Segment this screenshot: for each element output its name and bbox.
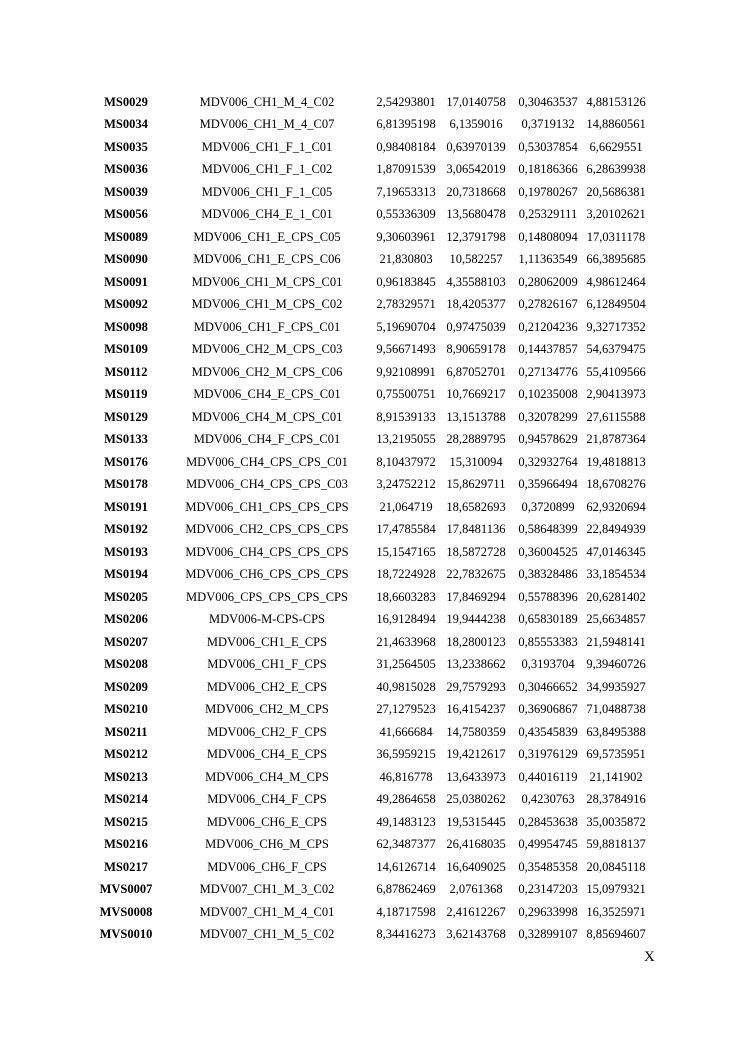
value-2-cell: 29,7579293 (446, 679, 506, 694)
value-3-cell: 0,27134776 (518, 364, 578, 379)
value-1-cell: 7,19653313 (376, 184, 436, 199)
value-2-cell: 4,35588103 (446, 274, 506, 289)
value-3-cell: 0,3193704 (521, 657, 575, 672)
sample-id-cell: MS0089 (104, 229, 148, 244)
value-4-cell: 21,5948141 (586, 634, 646, 649)
value-1-cell: 9,30603961 (376, 229, 436, 244)
value-4-cell: 47,0146345 (586, 544, 646, 559)
sample-id-cell: MS0056 (104, 207, 148, 222)
sample-id-cell: MS0216 (104, 837, 148, 852)
value-4-cell: 17,0311178 (586, 229, 646, 244)
value-3-cell: 0,58648399 (518, 522, 578, 537)
value-2-cell: 28,2889795 (446, 432, 506, 447)
value-1-cell: 17,4785584 (376, 522, 436, 537)
value-2-cell: 2,41612267 (446, 904, 506, 919)
table-row (90, 249, 648, 272)
table-row (90, 204, 648, 227)
sample-id-cell: MS0119 (104, 387, 148, 402)
value-2-cell: 8,90659178 (446, 342, 506, 357)
sample-id-cell: MS0092 (104, 297, 148, 312)
table-row (90, 316, 648, 339)
table-row (90, 136, 648, 159)
table-row (90, 879, 648, 902)
value-1-cell: 16,9128494 (376, 612, 436, 627)
value-4-cell: 8,85694607 (586, 927, 646, 942)
sample-name-cell: MDV006_CH1_M_CPS_C01 (191, 274, 343, 289)
sample-name-cell: MDV006_CH4_F_CPS (207, 792, 327, 807)
sample-id-cell: MS0214 (104, 792, 148, 807)
table-row (90, 361, 648, 384)
sample-id-cell: MVS0010 (99, 927, 153, 942)
value-1-cell: 41,666684 (379, 724, 433, 739)
table-row (90, 519, 648, 542)
sample-name-cell: MDV006_CH1_M_4_C02 (199, 94, 335, 109)
value-2-cell: 3,62143768 (446, 927, 506, 942)
value-4-cell: 9,39460726 (586, 657, 646, 672)
value-4-cell: 4,88153126 (586, 94, 646, 109)
value-3-cell: 0,65830189 (518, 612, 578, 627)
value-3-cell: 0,3720899 (521, 499, 575, 514)
value-2-cell: 25,0380262 (446, 792, 506, 807)
value-1-cell: 21,830803 (379, 252, 433, 267)
sample-name-cell: MDV006_CH1_F_1_C05 (201, 184, 333, 199)
sample-id-cell: MVS0007 (99, 882, 153, 897)
sample-name-cell: MDV006-M-CPS-CPS (208, 612, 325, 627)
sample-name-cell: MDV007_CH1_M_3_C02 (199, 882, 335, 897)
value-4-cell: 6,6629551 (589, 139, 643, 154)
sample-id-cell: MS0112 (104, 364, 148, 379)
value-2-cell: 6,1359016 (449, 117, 503, 132)
value-4-cell: 21,141902 (589, 769, 643, 784)
value-1-cell: 15,1547165 (376, 544, 436, 559)
value-1-cell: 49,1483123 (376, 814, 436, 829)
value-1-cell: 21,064719 (379, 499, 433, 514)
table-row (90, 609, 648, 632)
sample-name-cell: MDV006_CH1_E_CPS_C06 (193, 252, 341, 267)
value-1-cell: 0,96183845 (376, 274, 436, 289)
table-row (90, 901, 648, 924)
value-3-cell: 0,29633998 (518, 904, 578, 919)
value-3-cell: 0,28453638 (518, 814, 578, 829)
value-3-cell: 0,94578629 (518, 432, 578, 447)
value-1-cell: 14,6126714 (376, 859, 436, 874)
sample-id-cell: MS0191 (104, 499, 148, 514)
value-2-cell: 18,2800123 (446, 634, 506, 649)
sample-name-cell: MDV006_CH2_M_CPS_C06 (191, 364, 343, 379)
value-1-cell: 5,19690704 (376, 319, 436, 334)
table-row (90, 91, 648, 114)
table-row (90, 496, 648, 519)
value-2-cell: 19,9444238 (446, 612, 506, 627)
value-2-cell: 3,06542019 (446, 162, 506, 177)
value-1-cell: 18,7224928 (376, 567, 436, 582)
value-1-cell: 40,9815028 (376, 679, 436, 694)
sample-name-cell: MDV006_CH2_M_CPS (205, 702, 329, 717)
value-4-cell: 20,0845118 (586, 859, 646, 874)
sample-id-cell: MS0036 (104, 162, 148, 177)
value-3-cell: 0,31976129 (518, 747, 578, 762)
value-3-cell: 0,49954745 (518, 837, 578, 852)
value-2-cell: 6,87052701 (446, 364, 506, 379)
sample-id-cell: MS0035 (104, 139, 148, 154)
value-3-cell: 0,30466652 (518, 679, 578, 694)
value-4-cell: 27,6115588 (586, 409, 646, 424)
table-row (90, 294, 648, 317)
sample-name-cell: MDV006_CPS_CPS_CPS_CPS (186, 589, 348, 604)
table-row (90, 226, 648, 249)
value-1-cell: 36,5959215 (376, 747, 436, 762)
value-4-cell: 62,9320694 (586, 499, 646, 514)
sample-name-cell: MDV006_CH2_M_CPS_C03 (191, 342, 343, 357)
sample-name-cell: MDV006_CH1_F_1_C01 (201, 139, 333, 154)
sample-name-cell: MDV007_CH1_M_4_C01 (199, 904, 335, 919)
value-4-cell: 33,1854534 (586, 567, 646, 582)
value-2-cell: 17,8481136 (446, 522, 506, 537)
value-2-cell: 16,4154237 (446, 702, 506, 717)
sample-name-cell: MDV006_CH1_F_1_C02 (201, 162, 333, 177)
table-row (90, 541, 648, 564)
sample-name-cell: MDV006_CH4_E_1_C01 (201, 207, 333, 222)
value-2-cell: 26,4168035 (446, 837, 506, 852)
value-3-cell: 0,44016119 (518, 769, 578, 784)
value-3-cell: 0,36906867 (518, 702, 578, 717)
value-3-cell: 0,28062009 (518, 274, 578, 289)
table-row (90, 159, 648, 182)
value-3-cell: 0,25329111 (518, 207, 578, 222)
sample-id-cell: MS0193 (104, 544, 148, 559)
sample-id-cell: MS0208 (104, 657, 148, 672)
table-row (90, 654, 648, 677)
value-4-cell: 6,28639938 (586, 162, 646, 177)
value-1-cell: 0,98408184 (376, 139, 436, 154)
value-2-cell: 20,7318668 (446, 184, 506, 199)
value-4-cell: 9,32717352 (586, 319, 646, 334)
value-3-cell: 0,55788396 (518, 589, 578, 604)
value-1-cell: 3,24752212 (376, 477, 436, 492)
sample-id-cell: MS0205 (104, 589, 148, 604)
table-row (90, 429, 648, 452)
value-3-cell: 0,43545839 (518, 724, 578, 739)
value-2-cell: 13,5680478 (446, 207, 506, 222)
value-4-cell: 20,5686381 (586, 184, 646, 199)
value-1-cell: 13,2195055 (376, 432, 436, 447)
value-1-cell: 46,816778 (379, 769, 433, 784)
sample-id-cell: MS0034 (104, 117, 148, 132)
table-row (90, 766, 648, 789)
value-1-cell: 9,56671493 (376, 342, 436, 357)
sample-id-cell: MS0029 (104, 94, 148, 109)
value-1-cell: 0,75500751 (376, 387, 436, 402)
table-row (90, 586, 648, 609)
sample-name-cell: MDV006_CH2_E_CPS (206, 679, 328, 694)
table-row (90, 271, 648, 294)
sample-name-cell: MDV006_CH1_CPS_CPS_CPS (185, 499, 349, 514)
value-1-cell: 6,87862469 (376, 882, 436, 897)
table-row (90, 114, 648, 137)
sample-name-cell: MDV006_CH6_CPS_CPS_CPS (185, 567, 349, 582)
value-2-cell: 10,582257 (449, 252, 503, 267)
sample-id-cell: MS0176 (104, 454, 148, 469)
sample-id-cell: MS0215 (104, 814, 148, 829)
value-2-cell: 15,8629711 (446, 477, 506, 492)
sample-name-cell: MDV006_CH4_E_CPS (206, 747, 328, 762)
value-1-cell: 8,34416273 (376, 927, 436, 942)
value-4-cell: 22,8494939 (586, 522, 646, 537)
sample-name-cell: MDV006_CH1_E_CPS (206, 634, 328, 649)
value-3-cell: 0,32932764 (518, 454, 578, 469)
value-3-cell: 0,36004525 (518, 544, 578, 559)
table-row (90, 721, 648, 744)
sample-id-cell: MS0129 (104, 409, 148, 424)
sample-name-cell: MDV006_CH6_E_CPS (206, 814, 328, 829)
sample-id-cell: MS0210 (104, 702, 148, 717)
sample-id-cell: MS0212 (104, 747, 148, 762)
value-1-cell: 8,10437972 (376, 454, 436, 469)
table-row (90, 451, 648, 474)
table-row (90, 676, 648, 699)
value-2-cell: 15,310094 (449, 454, 503, 469)
value-1-cell: 6,81395198 (376, 117, 436, 132)
sample-name-cell: MDV006_CH4_E_CPS_C01 (193, 387, 341, 402)
value-1-cell: 2,54293801 (376, 94, 436, 109)
value-2-cell: 13,2338662 (446, 657, 506, 672)
sample-name-cell: MDV006_CH4_M_CPS (205, 769, 329, 784)
value-1-cell: 62,3487377 (376, 837, 436, 852)
value-3-cell: 0,27826167 (518, 297, 578, 312)
value-2-cell: 16,6409025 (446, 859, 506, 874)
value-3-cell: 0,35485358 (518, 859, 578, 874)
value-2-cell: 13,1513788 (446, 409, 506, 424)
value-2-cell: 19,5315445 (446, 814, 506, 829)
table-row (90, 811, 648, 834)
sample-id-cell: MS0209 (104, 679, 148, 694)
sample-id-cell: MS0039 (104, 184, 148, 199)
value-2-cell: 10,7669217 (446, 387, 506, 402)
value-4-cell: 20,6281402 (586, 589, 646, 604)
value-4-cell: 6,12849504 (586, 297, 646, 312)
value-2-cell: 12,3791798 (446, 229, 506, 244)
value-4-cell: 66,3895685 (586, 252, 646, 267)
sample-id-cell: MS0207 (104, 634, 148, 649)
sample-name-cell: MDV006_CH1_E_CPS_C05 (193, 229, 341, 244)
value-2-cell: 22,7832675 (446, 567, 506, 582)
value-4-cell: 15,0979321 (586, 882, 646, 897)
value-1-cell: 49,2864658 (376, 792, 436, 807)
sample-name-cell: MDV006_CH4_F_CPS_C01 (193, 432, 341, 447)
value-3-cell: 0,23147203 (518, 882, 578, 897)
value-2-cell: 2,0761368 (449, 882, 503, 897)
value-3-cell: 0,4230763 (521, 792, 575, 807)
value-1-cell: 0,55336309 (376, 207, 436, 222)
value-1-cell: 1,87091539 (376, 162, 436, 177)
value-4-cell: 35,0035872 (586, 814, 646, 829)
value-3-cell: 0,30463537 (518, 94, 578, 109)
value-1-cell: 27,1279523 (376, 702, 436, 717)
value-2-cell: 0,63970139 (446, 139, 506, 154)
value-2-cell: 19,4212617 (446, 747, 506, 762)
value-4-cell: 21,8787364 (586, 432, 646, 447)
value-3-cell: 0,21204236 (518, 319, 578, 334)
value-3-cell: 0,32078299 (518, 409, 578, 424)
value-2-cell: 14,7580359 (446, 724, 506, 739)
value-2-cell: 13,6433973 (446, 769, 506, 784)
value-1-cell: 9,92108991 (376, 364, 436, 379)
value-1-cell: 8,91539133 (376, 409, 436, 424)
value-2-cell: 17,8469294 (446, 589, 506, 604)
value-4-cell: 28,3784916 (586, 792, 646, 807)
value-2-cell: 18,5872728 (446, 544, 506, 559)
value-4-cell: 34,9935927 (586, 679, 646, 694)
sample-id-cell: MS0091 (104, 274, 148, 289)
sample-id-cell: MS0133 (104, 432, 148, 447)
sample-name-cell: MDV006_CH1_F_CPS (207, 657, 327, 672)
table-body (90, 91, 648, 946)
table-row (90, 384, 648, 407)
value-1-cell: 18,6603283 (376, 589, 436, 604)
value-4-cell: 59,8818137 (586, 837, 646, 852)
sample-name-cell: MDV006_CH4_CPS_CPS_CPS (185, 544, 349, 559)
value-4-cell: 18,6708276 (586, 477, 646, 492)
table-row (90, 856, 648, 879)
value-4-cell: 71,0488738 (586, 702, 646, 717)
value-3-cell: 0,85553383 (518, 634, 578, 649)
table-row (90, 474, 648, 497)
sample-name-cell: MDV006_CH4_M_CPS_C01 (191, 409, 343, 424)
value-3-cell: 0,18186366 (518, 162, 578, 177)
sample-id-cell: MS0206 (104, 612, 148, 627)
value-1-cell: 2,78329571 (376, 297, 436, 312)
value-3-cell: 1,11363549 (518, 252, 578, 267)
sample-id-cell: MS0217 (104, 859, 148, 874)
sample-id-cell: MS0090 (104, 252, 148, 267)
value-4-cell: 14,8860561 (586, 117, 646, 132)
value-1-cell: 4,18717598 (376, 904, 436, 919)
value-3-cell: 0,3719132 (521, 117, 575, 132)
sample-name-cell: MDV007_CH1_M_5_C02 (199, 927, 335, 942)
value-2-cell: 18,6582693 (446, 499, 506, 514)
value-4-cell: 16,3525971 (586, 904, 646, 919)
value-2-cell: 18,4205377 (446, 297, 506, 312)
value-3-cell: 0,14808094 (518, 229, 578, 244)
value-4-cell: 19,4818813 (586, 454, 646, 469)
data-table (90, 91, 648, 946)
sample-id-cell: MS0211 (104, 724, 148, 739)
value-4-cell: 55,4109566 (586, 364, 646, 379)
value-4-cell: 63,8495388 (586, 724, 646, 739)
value-3-cell: 0,35966494 (518, 477, 578, 492)
table-row (90, 834, 648, 857)
value-3-cell: 0,38328486 (518, 567, 578, 582)
table-row (90, 339, 648, 362)
value-4-cell: 2,90413973 (586, 387, 646, 402)
value-3-cell: 0,14437857 (518, 342, 578, 357)
sample-id-cell: MVS0008 (99, 904, 153, 919)
table-row (90, 924, 648, 947)
table-row (90, 564, 648, 587)
sample-name-cell: MDV006_CH4_CPS_CPS_C01 (186, 454, 348, 469)
table-row (90, 789, 648, 812)
table-row (90, 631, 648, 654)
value-4-cell: 25,6634857 (586, 612, 646, 627)
value-2-cell: 0,97475039 (446, 319, 506, 334)
sample-id-cell: MS0178 (104, 477, 148, 492)
value-3-cell: 0,53037854 (518, 139, 578, 154)
sample-name-cell: MDV006_CH2_CPS_CPS_CPS (185, 522, 349, 537)
table-row (90, 744, 648, 767)
value-1-cell: 21,4633968 (376, 634, 436, 649)
value-4-cell: 4,98612464 (586, 274, 646, 289)
value-3-cell: 0,19780267 (518, 184, 578, 199)
value-4-cell: 54,6379475 (586, 342, 646, 357)
sample-name-cell: MDV006_CH4_CPS_CPS_C03 (186, 477, 348, 492)
sample-id-cell: MS0213 (104, 769, 148, 784)
sample-name-cell: MDV006_CH6_F_CPS (207, 859, 327, 874)
sample-id-cell: MS0194 (104, 567, 148, 582)
sample-name-cell: MDV006_CH1_M_4_C07 (199, 117, 335, 132)
sample-name-cell: MDV006_CH2_F_CPS (207, 724, 327, 739)
table-row (90, 406, 648, 429)
value-3-cell: 0,10235008 (518, 387, 578, 402)
sample-name-cell: MDV006_CH6_M_CPS (205, 837, 329, 852)
sample-id-cell: MS0192 (104, 522, 148, 537)
value-4-cell: 3,20102621 (586, 207, 646, 222)
table-row (90, 181, 648, 204)
value-3-cell: 0,32899107 (518, 927, 578, 942)
value-2-cell: 17,0140758 (446, 94, 506, 109)
sample-id-cell: MS0098 (104, 319, 148, 334)
sample-id-cell: MS0109 (104, 342, 148, 357)
page-mark: X (644, 949, 655, 965)
sample-name-cell: MDV006_CH1_F_CPS_C01 (193, 319, 341, 334)
table-row (90, 699, 648, 722)
sample-name-cell: MDV006_CH1_M_CPS_C02 (191, 297, 343, 312)
value-1-cell: 31,2564505 (376, 657, 436, 672)
value-4-cell: 69,5735951 (586, 747, 646, 762)
